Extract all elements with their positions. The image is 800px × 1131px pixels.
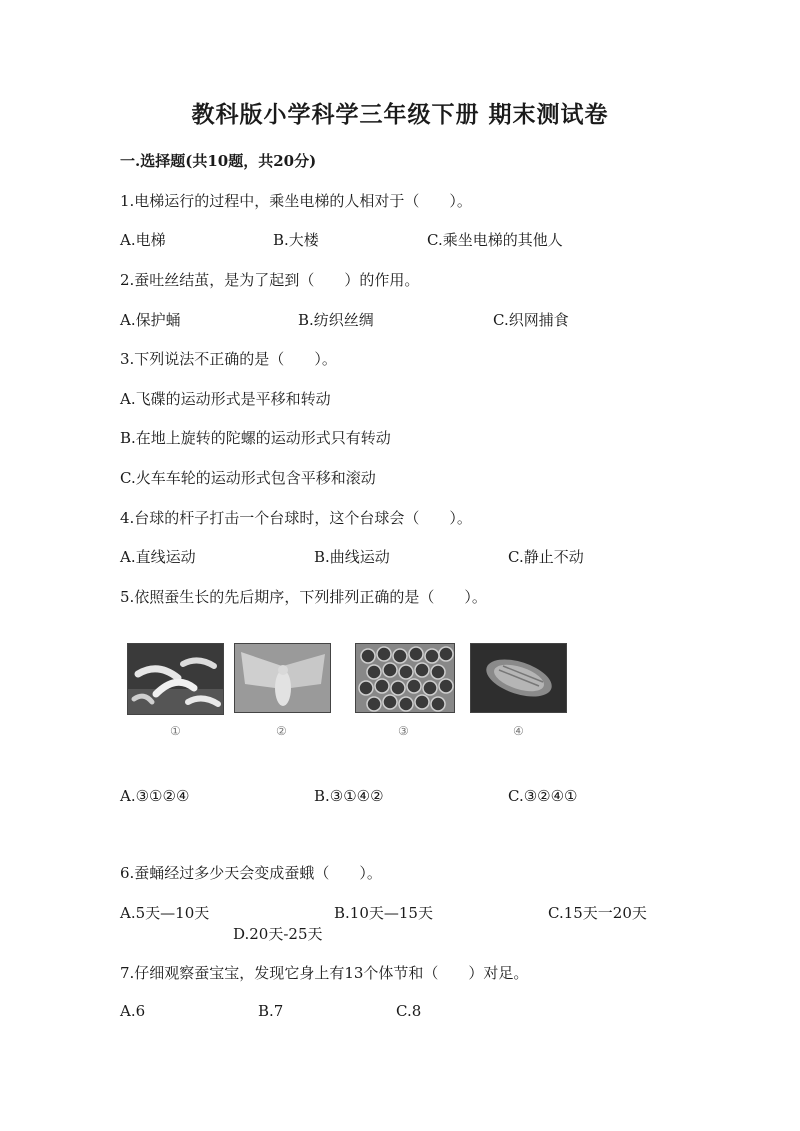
page-title: 教科版小学科学三年级下册 期末测试卷: [191, 101, 609, 128]
q4-option-a: A.直线运动: [120, 548, 196, 566]
question-5: 5.依照蚕生长的先后期序，下列排列正确的是（ ）。: [120, 588, 487, 606]
q6-option-d: D.20天-25天: [233, 925, 323, 943]
q7-option-c: C.8: [396, 1002, 422, 1020]
q2-option-c: C.织网捕食: [493, 311, 569, 329]
q4-option-c: C.静止不动: [508, 548, 584, 566]
q7-option-b: B.7: [258, 1002, 284, 1020]
question-3: 3.下列说法不正确的是（ ）。: [120, 350, 337, 368]
question-4: 4.台球的杆子打击一个台球时，这个台球会（ ）。: [120, 509, 472, 527]
question-7: 7.仔细观察蚕宝宝，发现它身上有13个体节和（ ）对足。: [120, 964, 529, 982]
q6-option-c: C.15天一20天: [548, 904, 647, 922]
question-1: 1.电梯运行的过程中，乘坐电梯的人相对于（ ）。: [120, 192, 472, 210]
q3-option-a: A.飞碟的运动形式是平移和转动: [120, 390, 331, 408]
q5-option-b: B.③①④②: [314, 787, 384, 805]
q3-option-c: C.火车车轮的运动形式包含平移和滚动: [120, 469, 376, 487]
image-label-3: ③: [398, 724, 409, 738]
section-heading: 一.选择题(共10题，共20分): [120, 152, 317, 170]
q3-option-b: B.在地上旋转的陀螺的运动形式只有转动: [120, 429, 391, 447]
image-label-4: ④: [513, 724, 524, 738]
q1-option-c: C.乘坐电梯的其他人: [427, 231, 563, 249]
image-label-2: ②: [276, 724, 287, 738]
silkworm-eggs-image: [355, 643, 455, 713]
q6-option-a: A.5天—10天: [120, 904, 210, 922]
image-label-1: ①: [170, 724, 181, 738]
silkworm-larvae-image: [127, 643, 224, 715]
q7-option-a: A.6: [120, 1002, 146, 1020]
silkworm-pupa-image: [470, 643, 567, 713]
silkworm-moth-image: [234, 643, 331, 713]
q5-option-c: C.③②④①: [508, 787, 578, 805]
question-6: 6.蚕蛹经过多少天会变成蚕蛾（ ）。: [120, 864, 382, 882]
q1-option-a: A.电梯: [120, 231, 166, 249]
q1-option-b: B.大楼: [273, 231, 319, 249]
q6-option-b: B.10天—15天: [334, 904, 433, 922]
q5-option-a: A.③①②④: [120, 787, 190, 805]
question-2: 2.蚕吐丝结茧，是为了起到（ ）的作用。: [120, 271, 420, 289]
q2-option-a: A.保护蛹: [120, 311, 181, 329]
q4-option-b: B.曲线运动: [314, 548, 390, 566]
q2-option-b: B.纺织丝绸: [298, 311, 374, 329]
